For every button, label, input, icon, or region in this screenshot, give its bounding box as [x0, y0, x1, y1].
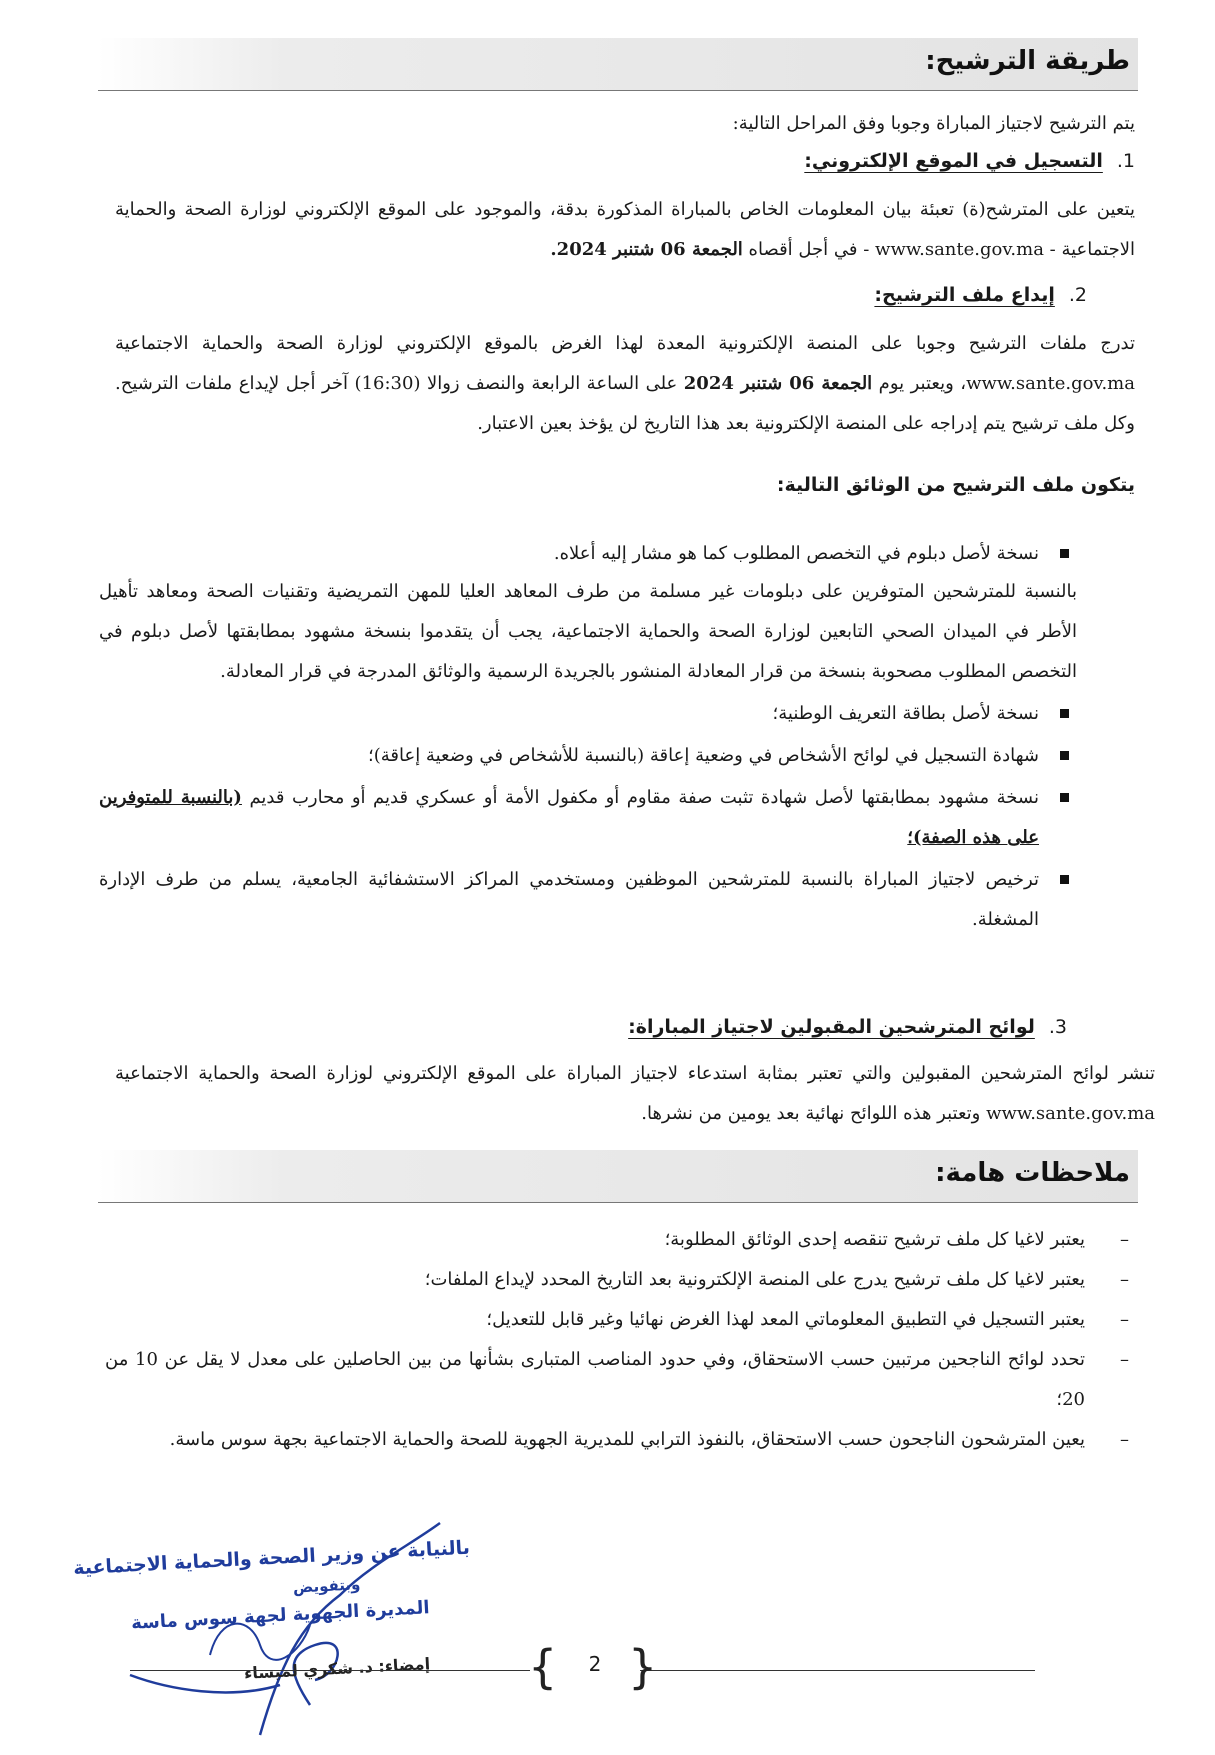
note-text: يعتبر التسجيل في التطبيق المعلوماتي المعد لهذا الغرض نهائيا وغير قابل للتعديل؛: [486, 1309, 1085, 1330]
document-item-authorization: ترخيص لاجتياز المباراة بالنسبة للمترشحين الموظفين ومستخدمي المراكز الاستشفائية الجامعية، يسلم من طرف الإدارة المشغلة.: [99, 869, 1039, 930]
step2-text: تدرج ملفات الترشيح وجوبا على المنصة الإلكترونية المعدة لهذا الغرض بالموقع الإلكتروني لوزارة الصحة والحماية الاجتماعية: [115, 333, 1135, 354]
dash-icon: –: [1120, 1269, 1129, 1290]
note-text: تحدد لوائح الناجحين مرتبين حسب الاستحقاق، وفي حدود المناصب المتبارى بشأنها من بين الحاصلين على معدل لا يقل عن 10 من 20؛: [105, 1349, 1085, 1410]
diploma-equivalence-note: بالنسبة للمترشحين المتوفرين على دبلومات غير مسلمة من طرف المعاهد العليا للمهن التمريضية وتقنيات الصحة ومعاهد تأهيل الأطر في الميدان الصحي التابعين لوزارة الصحة والحماية الاجتماعية، يجب أن يتقدموا بنسخة مشهود بمطابقتها لأصل دبلوم في التخصص المطلوب مصحوبة بنسخة من قرار المعادلة المنشور بالجريدة الرسمية والوثائق المدرجة في قرار المعادلة.: [99, 581, 1077, 682]
step2-deadline: الجمعة 06 شتنبر 2024: [683, 373, 873, 394]
list-item: [105, 1420, 1135, 1460]
step3-text-b: وتعتبر هذه اللوائح نهائية بعد يومين من نشرها.: [641, 1103, 981, 1124]
section-header-notes: [98, 1150, 1138, 1203]
list-item: [105, 1340, 1135, 1420]
list-item: [105, 1260, 1135, 1300]
stamp-line-1: بالنيابة عن وزير الصحة والحماية الاجتماعية: [72, 1536, 471, 1580]
note-text: يعتبر لاغيا كل ملف ترشيح تنقصه إحدى الوثائق المطلوبة؛: [664, 1229, 1085, 1250]
document-item-veteran-condition: (بالنسبة للمتوفرين على هذه الصفة)؛: [99, 787, 1039, 848]
intro-paragraph: يتم الترشيح لاجتياز المباراة وجوبا وفق المراحل التالية:: [732, 113, 1135, 134]
note-text: يعين المترشحون الناجحون حسب الاستحقاق، بالنفوذ الترابي للمديرية الجهوية للصحة والحماية الاجتماعية بجهة سوس ماسة.: [169, 1429, 1085, 1450]
footer-rule-left: [130, 1670, 530, 1671]
step1-text: يتعين على المترشح(ة) تعبئة بيان المعلومات الخاص بالمباراة المذكورة بدقة، والموجود على الموقع الإلكتروني لوزارة الصحة والحماية الاجتماعية -: [115, 199, 1135, 260]
list-item: [105, 1220, 1135, 1260]
bullet-icon: [1060, 793, 1069, 802]
page-number: 2: [588, 1652, 602, 1676]
stamp-line-2: وبتفويض: [292, 1575, 361, 1597]
dash-icon: –: [1120, 1309, 1129, 1330]
step1-heading-text: التسجيل في الموقع الإلكتروني:: [804, 150, 1103, 172]
step3-heading: [628, 1016, 1067, 1038]
stamp-line-3: المديرة الجهوية لجهة سوس ماسة: [130, 1597, 431, 1634]
list-item-note: [99, 572, 1077, 692]
bullet-icon: [1060, 549, 1069, 558]
signature-stamp: [72, 1505, 471, 1745]
list-item: [99, 534, 1069, 574]
list-item: [99, 778, 1069, 858]
list-item: [99, 694, 1069, 734]
step2-text-c: على الساعة الرابعة والنصف زوالا (16:30) آخر أجل لإيداع ملفات الترشيح. وكل ملف ترشيح يتم إدراجه على المنصة الإلكترونية بعد هذا التاريخ لن يؤخذ بعين الاعتبار.: [115, 373, 1135, 434]
step3-url: www.sante.gov.ma: [986, 1103, 1155, 1124]
documents-heading: يتكون ملف الترشيح من الوثائق التالية:: [776, 474, 1135, 496]
step3-paragraph: [115, 1054, 1155, 1134]
list-item: [105, 1300, 1135, 1340]
dash-icon: –: [1120, 1229, 1129, 1250]
step3-heading-text: لوائح المترشحين المقبولين لاجتياز المباراة:: [628, 1016, 1035, 1038]
step2-paragraph: [115, 324, 1135, 444]
dash-icon: –: [1120, 1429, 1129, 1450]
list-item: [99, 860, 1069, 940]
dash-icon: –: [1120, 1349, 1129, 1370]
document-item-veteran: نسخة مشهود بمطابقتها لأصل شهادة تثبت صفة مقاوم أو مكفول الأمة أو عسكري قديم أو محارب قديم: [249, 787, 1039, 808]
step2-number: 2.: [1068, 284, 1087, 306]
step1-number: 1.: [1116, 150, 1135, 172]
notes-list: [105, 1220, 1135, 1460]
documents-list: [99, 534, 1077, 942]
bullet-icon: [1060, 875, 1069, 884]
step1-heading: [804, 150, 1135, 172]
step2-heading: [874, 284, 1087, 306]
section-title: ملاحظات هامة:: [935, 1158, 1130, 1188]
stamp-line-4: إمضاء: د. شكري لميساء: [243, 1654, 431, 1683]
step2-url: www.sante.gov.ma: [966, 373, 1135, 394]
bullet-icon: [1060, 709, 1069, 718]
step1-deadline: الجمعة 06 شتنبر 2024.: [550, 239, 743, 260]
step1-text-b: - في أجل أقصاه: [748, 239, 870, 260]
step1-url: www.sante.gov.ma: [875, 239, 1044, 260]
document-item-id-card: نسخة لأصل بطاقة التعريف الوطنية؛: [772, 703, 1039, 724]
footer-rule-right: [640, 1670, 1035, 1671]
step2-heading-text: إيداع ملف الترشيح:: [874, 284, 1055, 306]
bracket-left-icon: {: [528, 1640, 558, 1694]
list-item: [99, 736, 1069, 776]
bracket-right-icon: }: [628, 1640, 658, 1694]
section-header-application-method: [98, 38, 1138, 91]
section-title: طريقة الترشيح:: [925, 46, 1130, 76]
note-text: يعتبر لاغيا كل ملف ترشيح يدرج على المنصة الإلكترونية بعد التاريخ المحدد لإيداع الملفات؛: [424, 1269, 1085, 1290]
step1-paragraph: [115, 190, 1135, 270]
step2-text-b: ، ويعتبر يوم: [878, 373, 967, 394]
document-item-diploma: نسخة لأصل دبلوم في التخصص المطلوب كما هو مشار إليه أعلاه.: [553, 543, 1039, 564]
bullet-icon: [1060, 751, 1069, 760]
step3-text: تنشر لوائح المترشحين المقبولين والتي تعتبر بمثابة استدعاء لاجتياز المباراة على الموقع الإلكتروني لوزارة الصحة والحماية الاجتماعية: [115, 1063, 1155, 1084]
step3-number: 3.: [1048, 1016, 1067, 1038]
document-item-disability: شهادة التسجيل في لوائح الأشخاص في وضعية إعاقة (بالنسبة للأشخاص في وضعية إعاقة)؛: [367, 745, 1039, 766]
